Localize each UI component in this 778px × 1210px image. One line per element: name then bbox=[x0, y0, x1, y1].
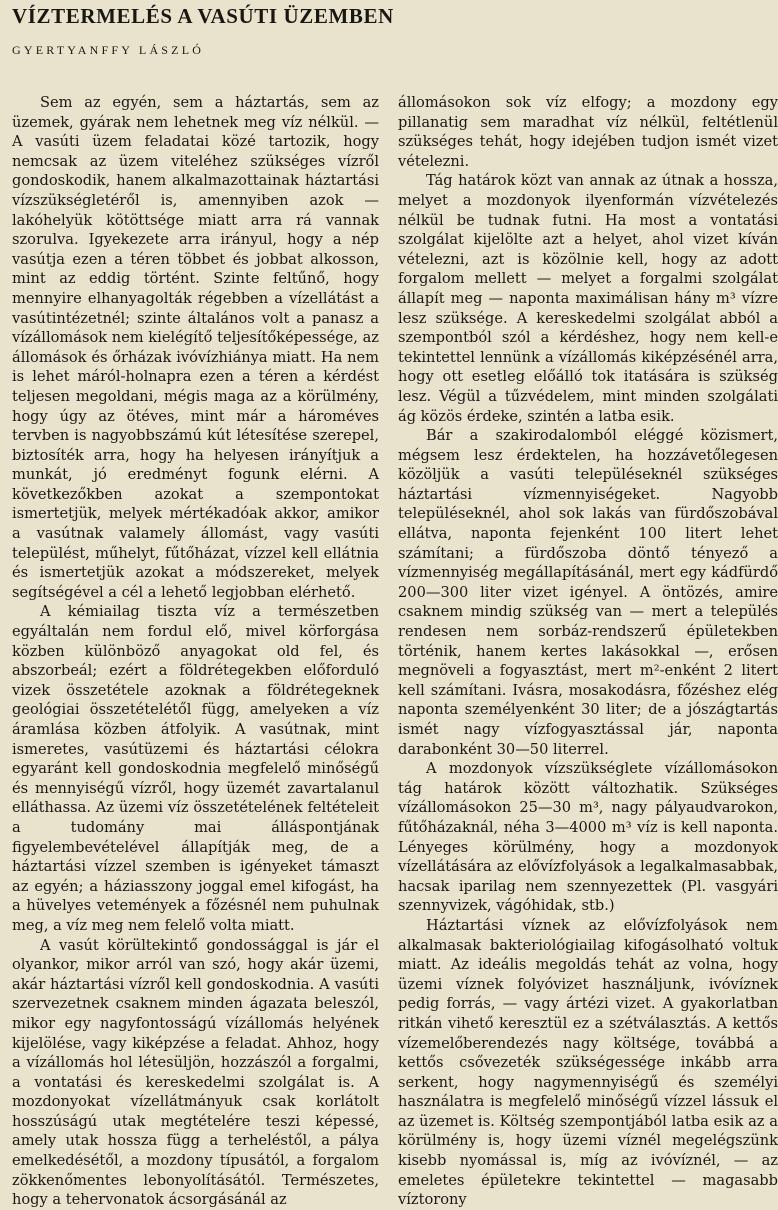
paragraph: A mozdonyok vízszükséglete vízállomásokon tág határok között változhatik. Szükséges vízállomásokon 25—30 m³, nagy pályaudvarokon, fűtőházaknál, néha 3—4000 m³ víz is kell naponta. Lényeges körülmény, hogy a mozdonyok vízellátására az elővízfolyások a legalkalmasabbak, hacsak iparilag nem szennyezettek (Pl. vasgyári szennyvizek, vágóhidak, stb.) bbox=[398, 760, 778, 915]
left-column bbox=[12, 93, 379, 1209]
paragraph: A vasút körültekintő gondossággal is jár el olyankor, mikor arról van szó, hogy akár üzemi, akár háztartási vízről kell gondoskodnia. A vasúti szervezetnek csaknem minden ágazata beleszól, mikor egy nagyfontosságú vízállomás helyének kijelölése, vagy kiképzése a feladat. Ahhoz, hogy a vízállomás hol létesüljön, hozzászól a forgalmi, a vontatási és kereskedelmi szolgálat is. A mozdonyokat vízellátmányuk csak korlátolt hosszúságú utak megtételére teszi képessé, amely utak hossza függ a terheléstől, a pálya emelkedésétől, a mozdony típusától, a forgalom zökkenőmentes lebonyolításától. Természetes, hogy a tehervonatok ácsorgásánál az bbox=[12, 936, 379, 1209]
paragraph: Bár a szakirodalomból eléggé közismert, mégsem lesz érdektelen, ha hozzávetőlegesen közöljük a vasúti településeknél szükséges háztartási vízmennyiségeket. Nagyobb településeknél, ahol sok lakás van fürdőszobával ellátva, naponta fejenként 100 litert lehet számítani; a fürdőszoba döntő tényező a vízmennyiség megállapításánál, mert egy kádfürdő 200—300 liter vizet igényel. A öntözés, amire csaknem mindig szükség van — mert a település rendesen nem sorbáz-rendszerű épületekben történik, hanem kertes lakásokkal —, erősen megnöveli a fogyasztást, mert m²-enként 2 litert kell számítani. Ivásra, mosakodásra, főzéshez elég naponta személyenként 30 liter; de a jószágtartás ismét nagy vízfogyasztással jár, naponta darabonként 30—50 literrel. bbox=[398, 427, 778, 758]
article-author: GYERTYANFFY LÁSZLÓ bbox=[12, 43, 205, 57]
paragraph: állomásokon sok víz elfogy; a mozdony egy pillanatig sem maradhat víz nélkül, feltétlenül szükséges tehát, hogy idejében tudjon ismét vizet vételezni. bbox=[398, 94, 778, 170]
paragraph: Sem az egyén, sem a háztartás, sem az üzemek, gyárak nem lehetnek meg víz nélkül. — A vasúti üzem feladatai közé tartozik, hogy nemcsak az üzem viteléhez szükséges vízről gondoskodik, hanem alkalmazottainak háztartási vízszükségletéről is, amennyiben azok — lakóhelyük kötöttsége miatt arra rá vannak szorulva. Igyekezete arra irányul, hogy a nép vasútja ezen a téren többet és jobbat alkosson, mint az eddig történt. Szinte feltűnő, hogy mennyire elhanyagolták régebben a vízellátást a vasútintézetnél; szinte általános volt a panasz a vízállomások nem kielégítő teljesítőképessége, az állomások és őrházak ivóvízhiánya miatt. Ha nem is lehet máról-holnapra ezen a téren a kérdést teljesen megoldani, mégis maga az a körülmény, hogy úgy az ötéves, mint már a hároméves tervben is nagyobbszámú kút létesítése szerepel, biztosíték arra, hogy ha helyesen irányítjuk a munkát, jó eredményt fogunk elérni. A következőkben azokat a szempontokat ismertetjük, melyek mértékadóak akkor, amikor a vasútnak valamely állomást, vagy vasúti települést, műhelyt, fűtőházat, vízzel kell ellátnia és ismertetjük azokat a módszereket, melyek segítségével a cél a lehető legjobban elérhető. bbox=[12, 94, 379, 601]
article-title: VÍZTERMELÉS A VASÚTI ÜZEMBEN bbox=[12, 4, 394, 28]
paragraph: Háztartási víznek az elővízfolyások nem alkalmasak bakteriológiailag kifogásolható voltuk miatt. Az ideális megoldás tehát az volna, hogy üzemi víznek folyóvizet használjunk, ivóvíznek pedig forrás, — vagy ártézi vizet. A gyakorlatban ritkán vihető keresztül ez a szétválasztás. A kettős vízemelőberendezés nagy költsége, továbbá a kettős csővezeték szükségessége inkább arra serkent, hogy nagymennyiségű és személyi használatra is megfelelő minőségű vízzel lássuk el az üzemet is. Költség szempontjából latba esik az a körülmény is, hogy üzemi víznél megelégszünk kisebb nyomással is, míg az ivóvíznél, — az emeletes épületekre tekintettel — magasabb víztorony bbox=[398, 916, 778, 1209]
paragraph: Tág határok közt van annak az útnak a hossza, melyet a mozdonyok ilyenformán vízvételezés nélkül be tudnak futni. Ha most a vontatási szolgálat kijelölte azt a helyet, ahol vizet kíván vételezni, azt is közölnie kell, hogy az adott forgalom mellett — melyet a forgalmi szolgálat állapít meg — naponta maximálisan hány m³ vízre lesz szüksége. A kereskedelmi szolgálat abból a szempontból szól a kérdéshez, hogy nem kell-e tekintettel lennünk a vízállomás kiképzésénél arra, hogy ott esetleg előálló tok itatására is szükség lesz. Végül a tűzvédelem, mint minden szolgálati ág közös érdeke, szintén a latba esik. bbox=[398, 172, 778, 425]
paragraph: A kémiailag tiszta víz a természetben egyáltalán nem fordul elő, mivel körforgása közben különböző anyagokat old fel, és abszorbeál; ezért a földrétegekben előforduló vizek összetétele azoknak a földrétegeknek geológiai összetételétől függ, amelyeken a víz áramlása közben átfolyik. A vasútnak, mint ismeretes, vasútüzemi és háztartási célokra egyaránt kell gondoskodnia megfelelő minőségű és mennyiségű vízről, hogy üzemét zavartalanul elláthassa. Az üzemi víz összetételének feltételeit a tudomány mai álláspontjának figyelembevételével állapítják meg, de a háztartási vízzel szemben is igényeket támaszt az egyén; a háziasszony joggal emel kifogást, ha a hüvelyes vetemények a főzésnél nem puhulnak meg, a víz meg nem felelő volta miatt. bbox=[12, 603, 379, 934]
right-column bbox=[398, 93, 778, 1209]
